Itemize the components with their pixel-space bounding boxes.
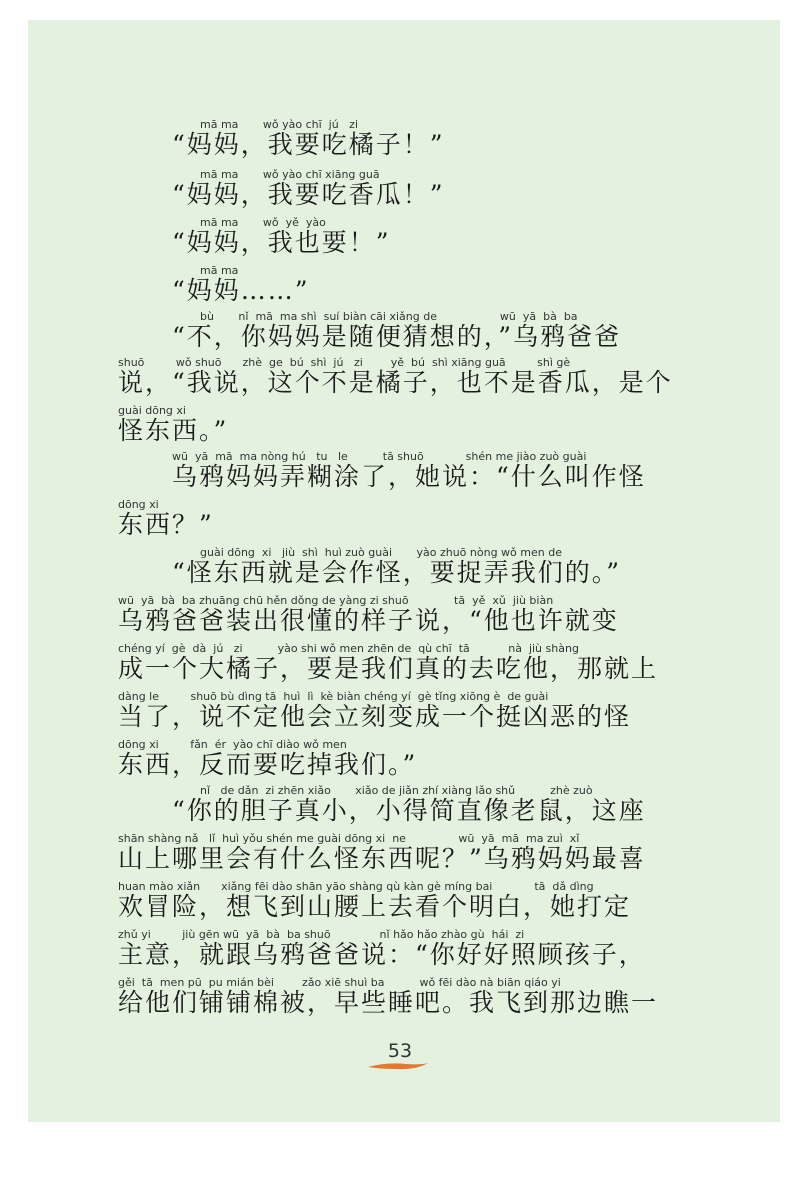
hanzi-text: “你的胆子真小，小得简直像老鼠，这座 bbox=[172, 796, 646, 825]
pinyin-annotation: mā ma wǒ yào chī xiāng guā bbox=[200, 168, 380, 181]
pinyin-annotation: chéng yí gè dà jú zi yào shi wǒ men zhēn de qù chī tā nà jiù shàng bbox=[118, 642, 579, 655]
hanzi-text: 说，“我说，这个不是橘子，也不是香瓜，是个 bbox=[118, 368, 673, 397]
text-line bbox=[0, 118, 800, 168]
text-line bbox=[0, 356, 800, 406]
pinyin-annotation: guài dōng xi jiù shì huì zuò guài yào zhuō nòng wǒ men de bbox=[200, 546, 562, 559]
pinyin-annotation: shān shàng nǎ lǐ huì yǒu shén me guài dōng xi ne wū yā mā ma zuì xǐ bbox=[118, 832, 580, 845]
hanzi-text: 怪东西。” bbox=[118, 416, 229, 445]
hanzi-text: “妈妈，我要吃橘子！” bbox=[172, 130, 445, 159]
text-line bbox=[0, 880, 800, 930]
page-number: 53 bbox=[387, 1040, 413, 1062]
text-line bbox=[0, 310, 800, 360]
text-line bbox=[0, 264, 800, 314]
hanzi-text: “不，你妈妈是随便猜想的，”乌鸦爸爸 bbox=[172, 322, 622, 351]
text-line bbox=[0, 404, 800, 454]
hanzi-text: “妈妈……” bbox=[172, 276, 310, 305]
text-line bbox=[0, 594, 800, 644]
pinyin-annotation: mā ma bbox=[200, 264, 239, 277]
hanzi-text: “妈妈，我要吃香瓜！” bbox=[172, 180, 445, 209]
pinyin-annotation: nǐ de dǎn zi zhēn xiǎo xiǎo de jiǎn zhí xiàng lǎo shǔ zhè zuò bbox=[200, 784, 593, 797]
hanzi-text: 东西？” bbox=[118, 510, 214, 539]
hanzi-text: 山上哪里会有什么怪东西呢？”乌鸦妈妈最喜 bbox=[118, 844, 646, 873]
pinyin-annotation: mā ma wǒ yào chī jú zi bbox=[200, 118, 359, 131]
hanzi-text: 东西，反而要吃掉我们。” bbox=[118, 750, 418, 779]
text-line bbox=[0, 976, 800, 1026]
text-line bbox=[0, 784, 800, 834]
hanzi-text: 当了，说不定他会立刻变成一个挺凶恶的怪 bbox=[118, 702, 632, 731]
hanzi-text: 乌鸦妈妈弄糊涂了，她说：“什么叫作怪 bbox=[172, 462, 646, 491]
pinyin-annotation: wū yā bà ba zhuāng chū hěn dǒng de yàng zi shuō tā yě xǔ jiù biàn bbox=[118, 594, 554, 607]
text-line bbox=[0, 450, 800, 500]
text-line bbox=[0, 216, 800, 266]
page-number-swoosh-icon bbox=[366, 1060, 430, 1072]
pinyin-annotation: guài dōng xi bbox=[118, 404, 186, 417]
pinyin-annotation: dōng xi fǎn ér yào chī diào wǒ men bbox=[118, 738, 347, 751]
hanzi-text: 乌鸦爸爸装出很懂的样子说，“他也许就变 bbox=[118, 606, 619, 635]
pinyin-annotation: dàng le shuō bù dìng tā huì lì kè biàn chéng yí gè tǐng xiōng è de guài bbox=[118, 690, 549, 703]
text-line bbox=[0, 642, 800, 692]
hanzi-text: “怪东西就是会作怪，要捉弄我们的。” bbox=[172, 558, 622, 587]
hanzi-text: “妈妈，我也要！” bbox=[172, 228, 391, 257]
text-line bbox=[0, 168, 800, 218]
pinyin-annotation: mā ma wǒ yě yào bbox=[200, 216, 326, 229]
hanzi-text: 主意，就跟乌鸦爸爸说：“你好好照顾孩子， bbox=[118, 940, 646, 969]
text-line bbox=[0, 928, 800, 978]
pinyin-annotation: gěi tā men pū pu mián bèi zǎo xiē shuì ba wǒ fēi dào nà biān qiáo yi bbox=[118, 976, 561, 989]
pinyin-annotation: huan mào xiǎn xiǎng fēi dào shān yāo shàng qù kàn gè míng bai tā dǎ dìng bbox=[118, 880, 594, 893]
pinyin-annotation: bù nǐ mā ma shì suí biàn cāi xiǎng de wū yā bà ba bbox=[200, 310, 578, 323]
text-line bbox=[0, 690, 800, 740]
hanzi-text: 欢冒险，想飞到山腰上去看个明白，她打定 bbox=[118, 892, 632, 921]
text-line bbox=[0, 498, 800, 548]
text-line bbox=[0, 546, 800, 596]
text-line bbox=[0, 832, 800, 882]
pinyin-annotation: wū yā mā ma nòng hú tu le tā shuō shén me jiào zuò guài bbox=[172, 450, 587, 463]
hanzi-text: 成一个大橘子，要是我们真的去吃他，那就上 bbox=[118, 654, 659, 683]
hanzi-text: 给他们铺铺棉被，早些睡吧。我飞到那边瞧一 bbox=[118, 988, 659, 1017]
text-line bbox=[0, 738, 800, 788]
pinyin-annotation: shuō wǒ shuō zhè ge bú shì jú zi yě bú shì xiāng guā shì gè bbox=[118, 356, 571, 369]
pinyin-annotation: zhǔ yi jiù gēn wū yā bà ba shuō nǐ hǎo hǎo zhào gù hái zi bbox=[118, 928, 525, 941]
pinyin-annotation: dōng xi bbox=[118, 498, 159, 511]
